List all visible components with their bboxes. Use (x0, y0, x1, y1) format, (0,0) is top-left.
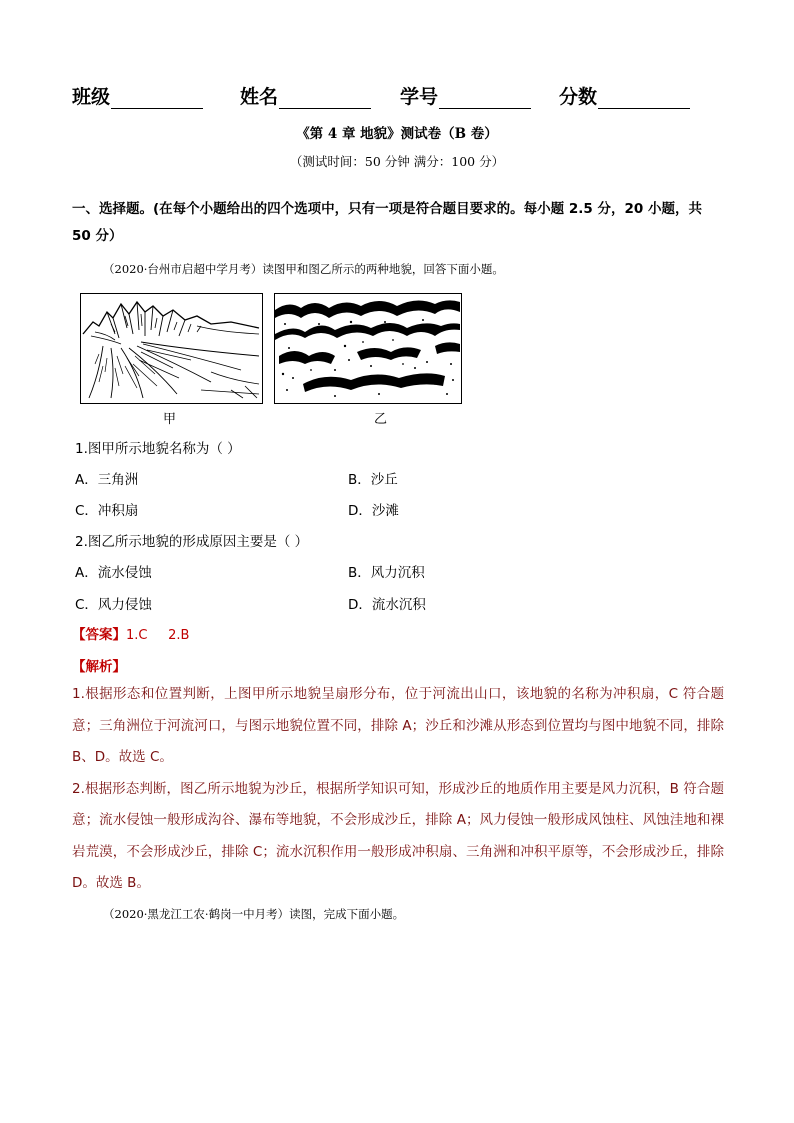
student-id-blank[interactable] (439, 90, 531, 109)
question-1-option-d[interactable]: D．沙滩 (348, 503, 399, 519)
analysis-label-text: 【解析】 (72, 659, 126, 675)
class-field[interactable] (72, 82, 203, 109)
name-label: 姓名 (240, 86, 279, 108)
figure-jia-caption: 甲 (163, 412, 177, 427)
section-heading: 一、选择题。(在每个小题给出的四个选项中，只有一项是符合题目要求的。每小题 2.5 分，20 小题，共 50 分） (72, 201, 702, 244)
score-blank[interactable] (598, 90, 690, 109)
class-label: 班级 (72, 86, 111, 108)
answer-block (72, 623, 189, 643)
student-id-field[interactable] (400, 82, 531, 109)
question-1-option-c[interactable]: C．冲积扇 (75, 503, 139, 519)
page-title: 《第 4 章 地貌》测试卷（B 卷） (296, 126, 498, 142)
score-label: 分数 (559, 86, 598, 108)
figure-yi (274, 293, 462, 404)
question-1-stem: 1.图甲所示地貌名称为（ ） (75, 441, 241, 457)
figure-jia (80, 293, 263, 404)
question-1-option-a[interactable]: A．三角洲 (75, 472, 139, 488)
question-2-option-d[interactable]: D．流水沉积 (348, 597, 426, 613)
figure-yi-caption: 乙 (374, 412, 388, 427)
analysis-body (72, 679, 724, 900)
question-2-option-c[interactable]: C．风力侵蚀 (75, 597, 152, 613)
question-2-option-a[interactable]: A．流水侵蚀 (75, 565, 152, 581)
question-1-option-b[interactable]: B．沙丘 (348, 472, 398, 488)
analysis-paragraph-2: 2.根据形态判断，图乙所示地貌为沙丘，根据所学知识可知，形成沙丘的地质作用主要是风力沉积，B 符合题意；流水侵蚀一般形成沟谷、瀑布等地貌，不会形成沙丘，排除 A；风力侵蚀一般形成风蚀柱、风蚀洼地和裸岩荒漠，不会形成沙丘，排除 C；流水沉积作用一般形成冲积扇、三角洲和冲积平原等，不会形成沙丘，排除 D。故选 B。 (72, 780, 724, 891)
class-blank[interactable] (111, 90, 203, 109)
test-info: （测试时间：50 分钟 满分：100 分） (289, 154, 505, 169)
sand-dunes-illustration (275, 294, 460, 402)
answer-text: 1.C 2.B (126, 628, 190, 643)
score-field[interactable] (559, 82, 690, 109)
question-2-option-b[interactable]: B．风力沉积 (348, 565, 425, 581)
name-field[interactable] (240, 82, 371, 109)
name-blank[interactable] (279, 90, 371, 109)
group1-intro: （2020·台州市启超中学月考）读图甲和图乙所示的两种地貌，回答下面小题。 (103, 262, 504, 276)
group2-intro: （2020·黑龙江工农·鹤岗一中月考）读图，完成下面小题。 (103, 907, 405, 921)
analysis-paragraph-1: 1.根据形态和位置判断，上图甲所示地貌呈扇形分布，位于河流出山口，该地貌的名称为冲积扇，C 符合题意；三角洲位于河流河口，与图示地貌位置不同，排除 A；沙丘和沙滩从形态到位置均与图中地貌不同，排除 B、D。故选 C。 (72, 686, 724, 765)
student-id-label: 学号 (400, 86, 439, 108)
analysis-label (72, 655, 126, 675)
alluvial-fan-illustration (81, 294, 261, 402)
answer-label: 【答案】 (72, 627, 126, 643)
question-2-stem: 2.图乙所示地貌的形成原因主要是（ ） (75, 534, 309, 550)
student-info-row (72, 82, 712, 112)
